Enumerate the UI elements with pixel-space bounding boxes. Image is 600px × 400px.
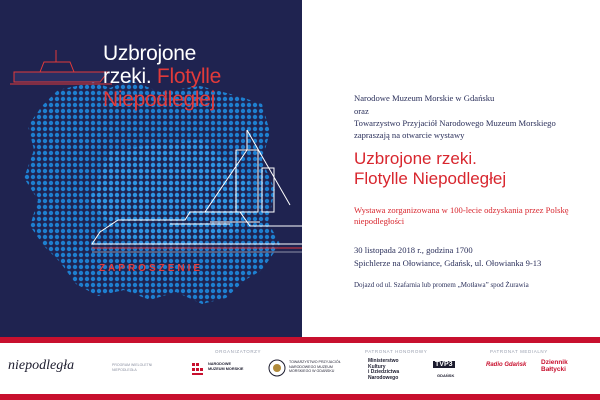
conjunction-text: oraz [354,106,369,116]
nmm-logo-icon [192,362,206,376]
small-ship-icon [10,50,112,84]
ministerstwo-line1: Ministerstwo [368,358,399,364]
dziennik-line2: Bałtycki [541,366,566,374]
towarzystwo-logo-text: TOWARZYSTWO PRZYJACIÓŁ NARODOWEGO MUZEUM MORSKIEGO W GDAŃSKU [289,360,341,374]
poster-title-line1: Uzbrojone [103,42,197,65]
poster-title-line2-red: Flotylle [156,65,222,88]
exhibition-title-line1: Uzbrojone rzeki. [354,149,477,168]
ministerstwo-logo [368,359,399,381]
dziennik-line1: Dziennik [541,359,568,366]
media-label: PATRONAT MEDIALNY [490,349,548,354]
event-date: 30 listopada 2018 r., godzina 1700 [354,245,473,255]
invitation-panel [302,0,600,337]
poster-panel [0,0,302,337]
tvp3-logo: TVP3 [435,361,453,368]
exhibition-title [354,149,506,189]
organizers-label: ORGANIZATORZY [215,349,262,354]
patrons-label: PATRONAT HONOROWY [365,349,428,354]
organizer-museum: Narodowe Muzeum Morskie w Gdańsku [354,93,495,103]
invite-text: zapraszają na otwarcie wystawy [354,130,465,140]
poster-title-line2-white: rzeki. [103,65,152,88]
poster-title [103,42,221,111]
dziennik-baltycki-logo [541,359,568,374]
transport-info: Dojazd od ul. Szafarnia lub promem „Motława” spod Żurawia [354,281,529,289]
event-venue: Spichlerze na Ołowiance, Gdańsk, ul. Ołowianka 9-13 [354,258,542,268]
towarzystwo-logo-icon [268,359,286,377]
radio-gdansk-logo: Radio Gdańsk [486,362,527,368]
exhibition-title-line2: Flotylle Niepodległej [354,169,507,188]
niepodlegla-sub: PROGRAM WIELOLETNI NIEPODLEGŁA [112,363,153,372]
poster-invite-word: ZAPROSZENIE [98,263,204,274]
footer-logos [0,337,600,400]
niepodlegla-logo: niepodległa [8,358,75,373]
ministerstwo-line2: Kultury [368,363,386,370]
ministerstwo-line4: Narodowego [368,374,399,381]
poster-title-line3: Niepodległej [103,88,215,111]
nmm-logo-text: NARODOWE MUZEUM MORSKIE [208,362,244,371]
organizer-society: Towarzystwo Przyjaciół Narodowego Muzeum Morskiego [354,118,556,128]
ministerstwo-line3: i Dziedzictwa [368,369,400,376]
exhibition-subtitle: Wystawa zorganizowana w 100-lecie odzyskania przez Polskę niepodległości [354,205,569,226]
tvp3-sub: GDAŃSK [437,373,455,378]
